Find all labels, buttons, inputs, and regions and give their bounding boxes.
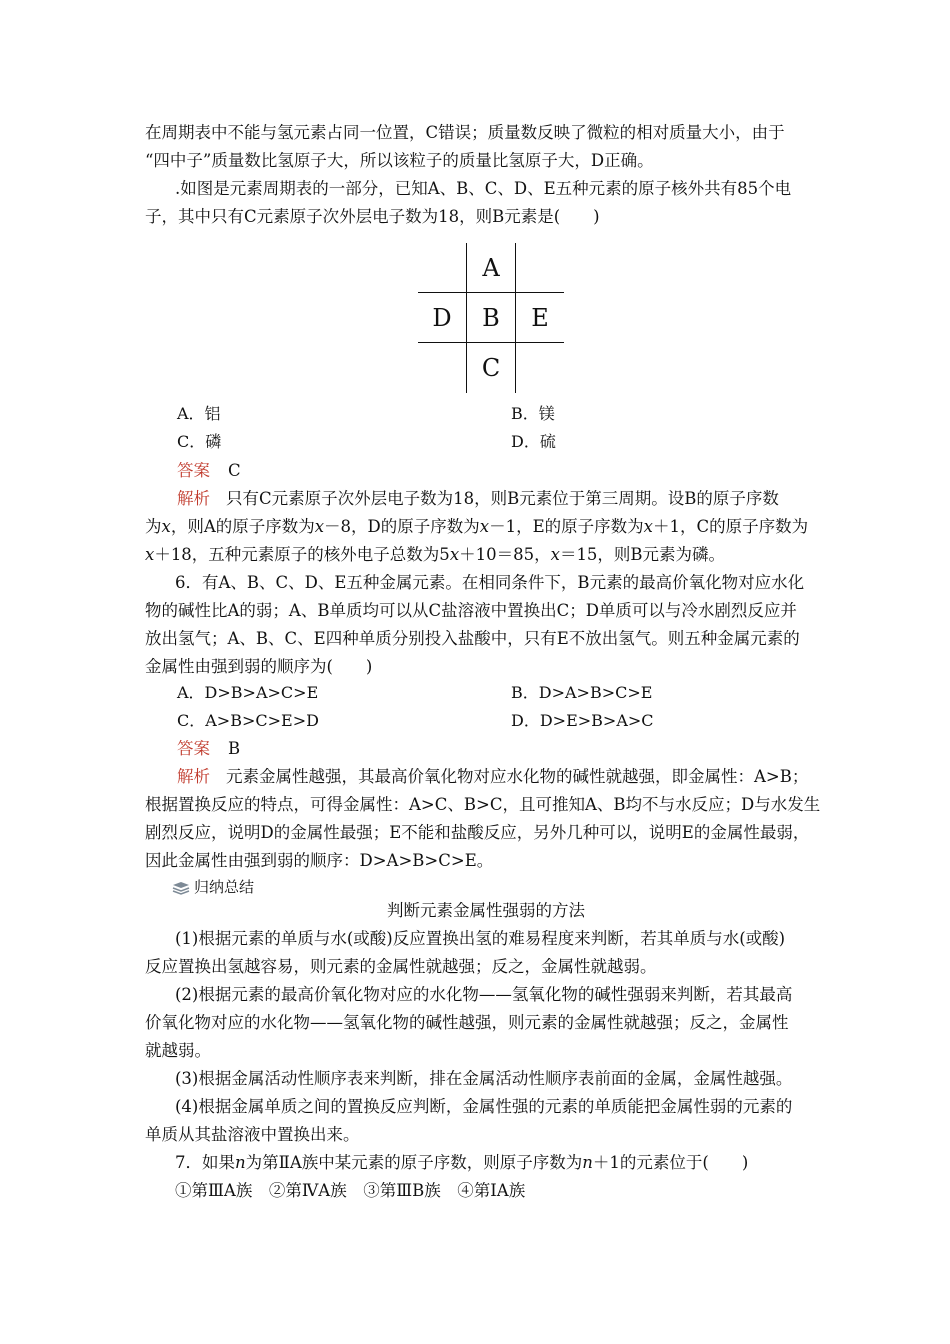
summary-paragraph: (1)根据元素的单质与水(或酸)反应置换出氢的难易程度来判断，若其单质与水(或酸) (175, 929, 786, 948)
summary-paragraph: 单质从其盐溶液中置换出来。 (145, 1125, 360, 1144)
q6-analysis-line: 根据置换反应的特点，可得金属性：A>C、B>C，且可推知A、B均不与水反应；D与水发生 (145, 795, 821, 814)
summary-title: 判断元素金属性强弱的方法 (387, 901, 585, 920)
answer-label: 答案 (177, 461, 210, 480)
answer-label: 答案 (177, 739, 210, 758)
summary-paragraph: 反应置换出氢越容易，则元素的金属性就越强；反之，金属性就越弱。 (145, 957, 657, 976)
q5-analysis-line: 解析 只有C元素原子次外层电子数为18，则B元素位于第三周期。设B的原子序数 (177, 489, 779, 508)
grid-cell-b: B (482, 304, 500, 332)
periodic-table-fragment (418, 243, 564, 393)
summary-header (172, 877, 254, 897)
q6-option-d: D．D>E>B>A>C (511, 711, 654, 730)
summary-label: 归纳总结 (194, 878, 255, 896)
q5-option-c: C．磷 (177, 432, 222, 451)
summary-paragraph: (4)根据金属单质之间的置换反应判断，金属性强的元素的单质能把金属性弱的元素的 (175, 1097, 793, 1116)
grid-cell-e: E (531, 304, 549, 332)
q5-option-d: D．硫 (511, 432, 556, 451)
question-7-stem: 7．如果n为第ⅡA族中某元素的原子序数，则原子序数为n＋1的元素位于( ) (175, 1153, 749, 1172)
question-7-options: ①第ⅢA族 ②第ⅣA族 ③第ⅢB族 ④第ⅠA族 (175, 1181, 526, 1200)
summary-paragraph: 就越弱。 (145, 1041, 211, 1060)
summary-paragraph: 价氧化物对应的水化物——氢氧化物的碱性越强，则元素的金属性就越强；反之，金属性 (145, 1013, 789, 1032)
grid-cell-a: A (482, 254, 500, 282)
book-stack-icon (172, 881, 190, 895)
q6-option-b: B．D>A>B>C>E (511, 683, 653, 702)
analysis-label: 解析 (177, 489, 210, 508)
question-5-stem: .如图是元素周期表的一部分，已知A、B、C、D、E五种元素的原子核外共有85个电 (175, 179, 792, 198)
grid-cell-d: D (432, 304, 452, 332)
answer-value: B (228, 739, 241, 758)
q5-analysis-line: 为x，则A的原子序数为x－8，D的原子序数为x－1，E的原子序数为x＋1，C的原子序数为 (145, 517, 809, 536)
q6-analysis-line: 解析 元素金属性越强，其最高价氧化物对应水化物的碱性就越强，即金属性：A>B； (177, 767, 809, 786)
question-6-stem: 金属性由强到弱的顺序为( ) (145, 657, 373, 676)
q5-answer (177, 461, 241, 481)
summary-paragraph: (2)根据元素的最高价氧化物对应的水化物——氢氧化物的碱性强弱来判断，若其最高 (175, 985, 793, 1004)
q6-analysis-line: 因此金属性由强到弱的顺序：D>A>B>C>E。 (145, 851, 494, 870)
question-6-stem: 6．有A、B、C、D、E五种金属元素。在相同条件下，B元素的最高价氧化物对应水化 (175, 573, 805, 592)
q5-option-a: A．铝 (177, 404, 221, 423)
question-6-stem: 放出氢气；A、B、C、E四种单质分别投入盐酸中，只有E不放出氢气。则五种金属元素的 (145, 629, 800, 648)
summary-paragraph: (3)根据金属活动性顺序表来判断，排在金属活动性顺序表前面的金属，金属性越强。 (175, 1069, 793, 1088)
question-5-stem: 子，其中只有C元素原子次外层电子数为18，则B元素是( ) (145, 207, 600, 226)
analysis-label: 解析 (177, 767, 210, 786)
q6-analysis-line: 剧烈反应，说明D的金属性最强；E不能和盐酸反应，另外几种可以，说明E的金属性最弱， (145, 823, 810, 842)
q6-option-c: C．A>B>C>E>D (177, 711, 319, 730)
grid-cell-c: C (481, 354, 501, 382)
text-line: 在周期表中不能与氢元素占同一位置，C错误；质量数反映了微粒的相对质量大小，由于 (145, 123, 785, 142)
q5-analysis-line: x＋18，五种元素原子的核外电子总数为5x＋10＝85，x＝15，则B元素为磷。 (145, 545, 726, 564)
q6-option-a: A．D>B>A>C>E (177, 683, 319, 702)
q5-option-b: B．镁 (511, 404, 555, 423)
text-line: “四中子”质量数比氢原子大，所以该粒子的质量比氢原子大，D正确。 (145, 151, 654, 170)
q6-answer (177, 739, 240, 759)
question-6-stem: 物的碱性比A的弱；A、B单质均可以从C盐溶液中置换出C；D单质可以与冷水剧烈反应并 (145, 601, 797, 620)
answer-value: C (228, 461, 241, 480)
